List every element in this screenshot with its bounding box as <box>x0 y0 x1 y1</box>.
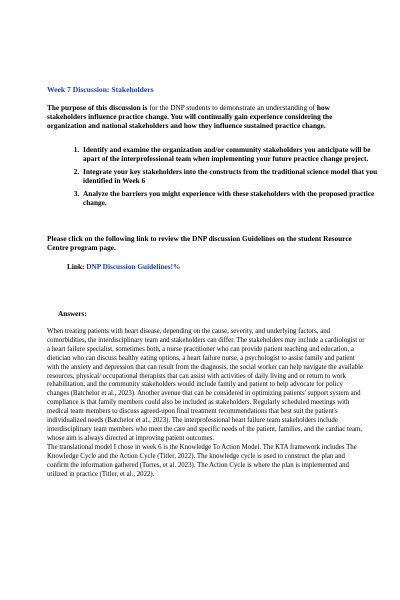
purpose-mid: for the DNP students to demonstrate an understanding of <box>149 103 316 112</box>
task-item: 2. Integrate your key stakeholders into the constructs from the traditional science model that you identified in Week 6 <box>81 167 381 185</box>
purpose-end: how stakeholders influence practice change. You will continually gain experience considering the organization and national stakeholders and how they influence sustained practice change. <box>47 103 333 131</box>
guidelines-link[interactable]: DNP Discussion Guidelines!% <box>86 262 181 271</box>
link-row <box>67 262 180 271</box>
guidelines-instruction: Please click on the following link to review the DNP discussion Guidelines on the student Resource Centre program page. <box>47 234 352 253</box>
task-list <box>62 145 381 211</box>
link-label: Link: <box>67 262 87 271</box>
answer-paragraph-2: The translational model I chose in week 6 is the Knowledge To Action Model. The KTA framework includes The Knowledge Cycle and the Action Cycle (Titler, 2022). The knowledge cycle is used to construct the plan and confirm the information gathered (Torres, et al. 2023). The Action Cycle is where the plan is implemented and utilized in practice (Titler, et al., 2022). <box>47 443 357 478</box>
answers-heading: Answers: <box>58 310 87 318</box>
task-item: 1. Identify and examine the organization and/or community stakeholders you anticipate will be apart of the interprofessional team when implementing your future practice change project. <box>81 145 381 163</box>
answer-paragraph-1: When treating patients with heart disease, depending on the cause, severity, and underlying factors, and comorbidities, the interdisciplinary team and stakeholders can differ. The stakeholders may include a cardiologist or a heart failure specialist, sometimes both, a nurse practitioner who can provide patient teaching and education, a dietician who can discuss healthy eating options, a heart failure nurse, a psychologist to assist family and patient with the anxiety and depression that can result from the diagnosis, the social worker can help navigate the available resources, physical/ occupational therapists that can assist with activities of daily living and or return to work rehabilitation, and the community stakeholders would include family and patient to help advocate for policy changes (Batchelor et al., 2023). Another avenue that can be considered in optimizing patients' support system and compliance is that family members could also be included as stakeholders. Regularly scheduled meetings with medical team members to discuss agreed-upon final treatment recommendations that best suit the patient's individualized needs (Batchelor et al., 2023). The interprofessional heart failure team stakeholders include interdisciplinary team members who meet the care and specific needs of the patient, families, and the cardiac team, whose aim is always directed at improving patient outcomes. <box>47 328 365 442</box>
answer-body <box>47 328 365 479</box>
purpose-start: The purpose of this discussion is <box>47 103 150 112</box>
purpose-paragraph <box>47 103 365 131</box>
task-item: 3. Analyze the barriers you might experience with these stakeholders with the proposed practice change. <box>81 189 381 207</box>
page-title: Week 7 Discussion: Stakeholders <box>47 85 154 94</box>
